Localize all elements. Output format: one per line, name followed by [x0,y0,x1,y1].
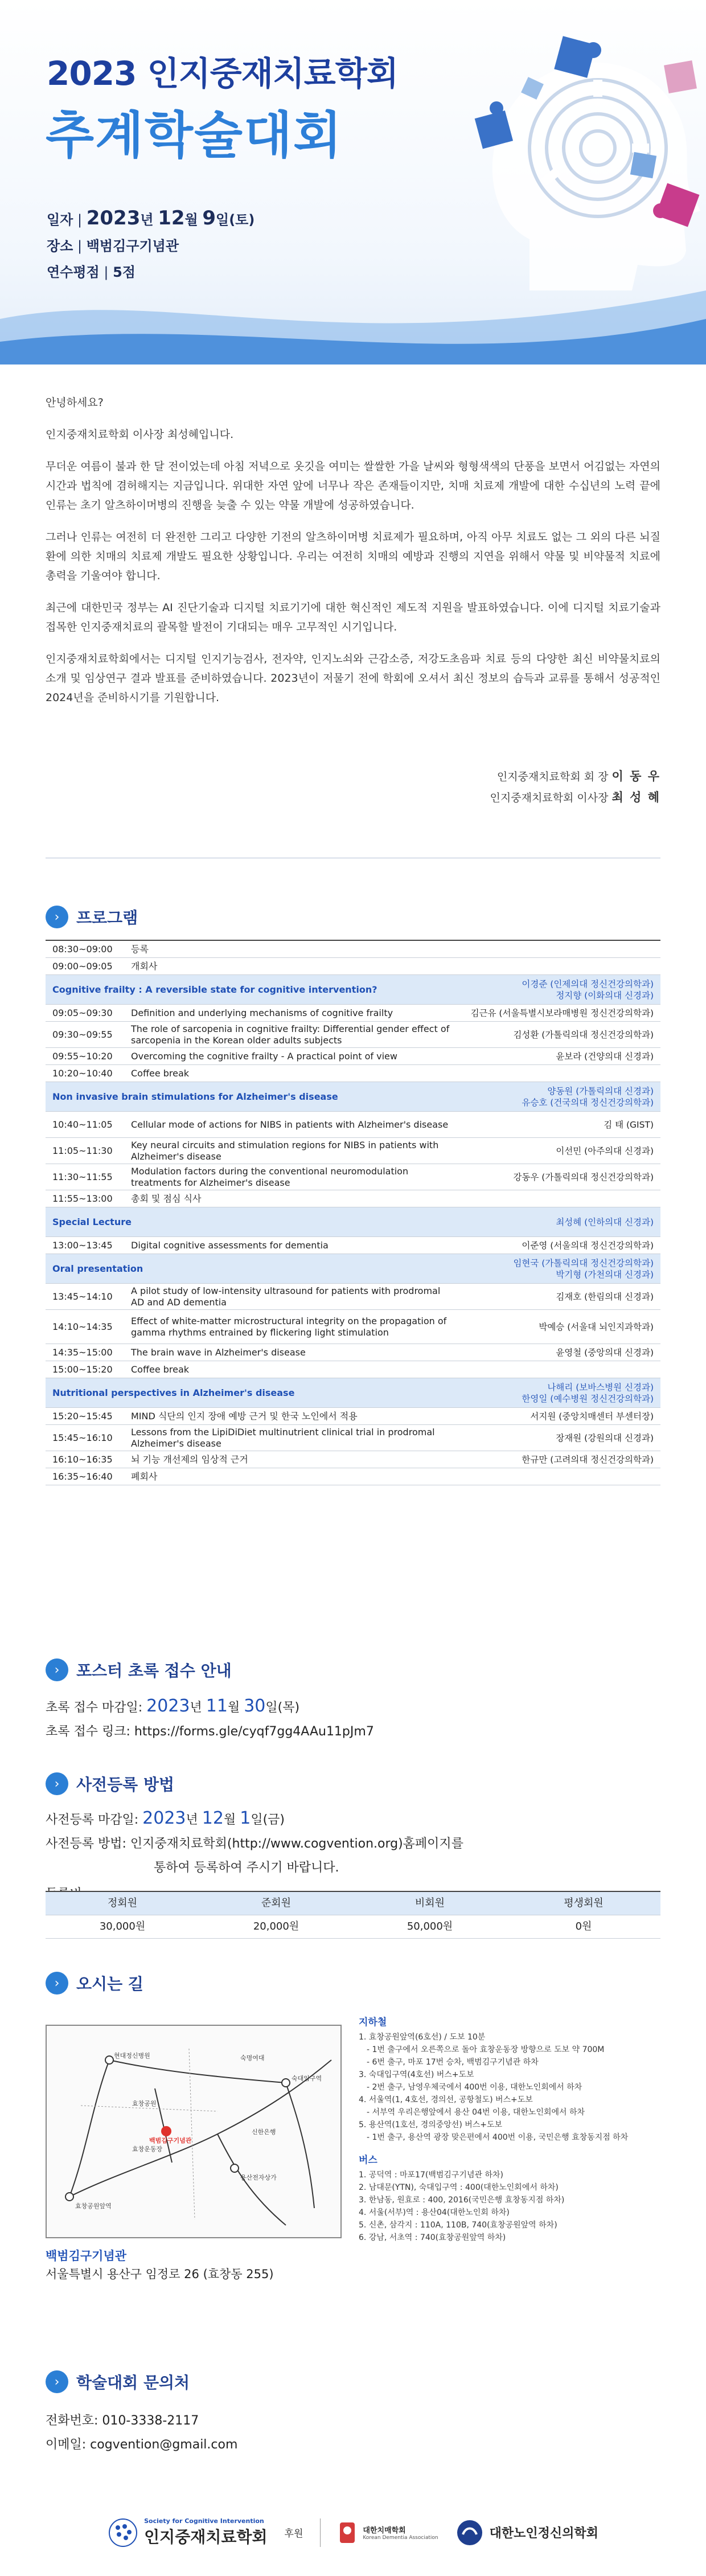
program-time: 10:20~10:40 [52,1068,113,1079]
section-title-poster: › 포스터 초록 접수 안내 [46,1657,232,1682]
bus-direction-item: 2. 남대문(YTN), 숙대입구역 : 400(대한노인회에서 하차) [359,2183,559,2192]
registration-method-cont: 통하여 등록하여 주시기 바랍니다. [154,1861,339,1875]
subway-direction-item: 1. 효창공원앞역(6호선) / 도보 10분 [359,2033,486,2042]
subway-direction-item: - 2번 출구, 남영우체국에서 400번 이용, 대한노인회에서 하차 [367,2083,582,2092]
bus-list [359,2169,666,2244]
subway-direction-item: - 서부역 우리은행앞에서 용산 04번 이용, 대한노인회에서 하차 [367,2108,585,2117]
hero-banner [0,0,706,365]
program-title: Coffee break [131,1363,190,1375]
section-title-directions: › 오시는 길 [46,1971,143,1996]
program-time: 15:45~16:10 [52,1432,113,1443]
directions-list [359,2016,666,2244]
program-speaker: 김 태 (GIST) [604,1119,654,1130]
venue-address: 서울특별시 용산구 임정로 26 (효창동 255) [46,2267,274,2281]
program-row [46,1344,660,1361]
program-title: Cognitive frailty : A reversible state for cognitive intervention? [52,984,377,995]
divider [320,2518,321,2547]
program-speaker: 양동원 (가톨릭의대 신경과) 유승호 (건국의대 정신건강의학과) [522,1086,654,1108]
program-time: 11:55~13:00 [52,1193,113,1204]
section-title-registration: › 사전등록 방법 [46,1771,174,1796]
program-row [46,1425,660,1451]
program-time: 16:10~16:35 [52,1454,113,1465]
program-speaker: 이선민 (아주의대 신경과) [556,1145,654,1156]
poster-link[interactable]: 초록 접수 링크: https://forms.gle/cyqf7gg4AAu11pJm7 [46,1725,374,1739]
program-title: Oral presentation [52,1263,143,1274]
program-session-header [46,1082,660,1112]
program-time: 10:40~11:05 [52,1119,113,1130]
bus-direction-item: 1. 공덕역 : 마포17(백범김구기념관 하차) [359,2170,503,2180]
program-row [46,1284,660,1310]
program-row [46,1065,660,1082]
program-speaker: 장재원 (강원의대 신경과) [556,1432,654,1443]
program-time: 09:05~09:30 [52,1008,113,1018]
program-speaker: 김근유 (서울특별시보라매병원 정신건강의학과) [470,1008,654,1018]
footer [0,2489,706,2576]
program-speaker: 이준영 (서울의대 정신건강의학과) [522,1240,654,1251]
fee-value-row: 30,000원 20,000원 50,000원 0원 [46,1915,660,1939]
program-row [46,1005,660,1022]
head-maze-illustration [444,23,706,308]
program-row [46,1112,660,1138]
program-row [46,1408,660,1425]
program-title: Cellular mode of actions for NIBS in patients with Alzheimer's disease [131,1119,449,1130]
bus-direction-item: 6. 강남, 서초역 : 740(효창공원앞역 하차) [359,2233,506,2242]
program-speaker: 김성환 (가톨릭의대 정신건강의학과) [513,1029,654,1040]
map-label: 효창공원앞역 [75,2202,112,2210]
program-session-header [46,1254,660,1284]
program-row [46,941,660,958]
program-time: 15:00~15:20 [52,1364,113,1375]
event-credits: 연수평점 | 5점 [47,264,136,280]
contact-info [46,2409,237,2457]
program-title: The role of sarcopenia in cognitive frailty: Differential gender effect of sarcopenia in the Korean older adults subjects [131,1023,450,1046]
program-title: 총회 및 점심 식사 [131,1193,202,1204]
program-speaker: 한규만 (고려의대 정신건강의학과) [522,1454,654,1465]
map-label-venue: 백범김구기념관 [149,2137,192,2144]
program-speaker: 서지원 (중앙치매센터 부센터장) [530,1411,654,1422]
program-row [46,1361,660,1378]
program-title: Nutritional perspectives in Alzheimer's disease [52,1387,295,1398]
society-logo: Society for Cognitive Intervention 인지중재치료학회 [108,2517,267,2548]
letter-paragraph: 안녕하세요? [46,396,104,409]
program-speaker: 임현국 (가톨릭의대 정신건강의학과) 박기형 (가천의대 신경과) [513,1258,654,1280]
event-info [47,205,255,285]
program-time: 15:20~15:45 [52,1411,113,1422]
subway-title: 지하철 [359,2017,387,2028]
chevron-right-icon: › [46,1772,68,1795]
subway-direction-item: 4. 서울역(1, 4호선, 경의선, 공항철도) 버스+도보 [359,2095,533,2104]
program-title: A pilot study of low-intensity ultrasound for patients with prodromal AD and AD dementia [131,1285,441,1308]
program-time: 09:55~10:20 [52,1051,113,1062]
subway-direction-item: - 1번 출구, 용산역 광장 맞은편에서 400번 이용, 국민은행 효창동지점 하차 [367,2133,629,2142]
bus-direction-item: 3. 한남동, 원효로 : 400, 2016(국민은행 효창동지점 하차) [359,2196,565,2205]
program-time: 14:35~15:00 [52,1347,113,1358]
map-label: 신한은행 [252,2128,276,2136]
program-row [46,1237,660,1254]
program-row [46,1468,660,1485]
map-drawing [47,2026,340,2237]
program-title: MIND 식단의 인지 장애 예방 근거 및 한국 노인에서 적용 [131,1410,358,1422]
subway-direction-item: - 1번 출구에서 오른쪽으로 돌아 효창운동장 방향으로 도보 약 700M [367,2045,605,2054]
chevron-right-icon: › [46,1658,68,1681]
contact-email[interactable]: 이메일: cogvention@gmail.com [46,2438,238,2452]
program-speaker: 윤보라 (건양의대 신경과) [556,1051,654,1062]
sponsor-label: 후원 [284,2528,303,2540]
letter-paragraph: 최근에 대한민국 정부는 AI 진단기술과 디지털 치료기기에 대한 혁신적인 제도적 지원을 발표하였습니다. 이에 디지털 치료기술과 접목한 인지중재치료의 괄목할 발전이 기대되는 매우 고무적인 시기입니다. [46,601,660,633]
program-title: Non invasive brain stimulations for Alzheimer's disease [52,1091,338,1102]
program-table [46,940,660,1485]
program-speaker: 윤영철 (중앙의대 신경과) [556,1347,654,1358]
event-title-line2: 추계학술대회 [46,106,343,165]
subway-direction-item: 5. 용산역(1호선, 경의중앙선) 버스+도보 [359,2120,503,2129]
fee-header-row: 정회원 준회원 비회원 평생회원 [46,1892,660,1915]
map-label: 현대정신병원 [114,2052,150,2059]
program-row [46,1022,660,1048]
chevron-right-icon: › [46,2370,68,2393]
program-title: Key neural circuits and stimulation regions for NIBS in patients with Alzheimer's disease [131,1139,439,1162]
venue-caption [46,2247,274,2283]
program-row [46,958,660,975]
program-row [46,1164,660,1190]
program-title: Overcoming the cognitive frailty - A practical point of view [131,1050,397,1062]
program-title: Digital cognitive assessments for dementia [131,1239,329,1251]
bus-title: 버스 [359,2155,377,2166]
sponsor-logo-kagp: 대한노인정신의학회 [455,2518,598,2547]
section-title-program: › 프로그램 [46,904,138,929]
sponsor-logo-kda: 대한치매학회 Korean Dementia Association [338,2520,438,2545]
society-logo-icon [108,2517,138,2548]
map-label: 효창공원 [132,2100,157,2107]
program-row [46,1048,660,1065]
kagp-logo-icon [455,2518,484,2547]
bus-direction-item: 5. 신촌, 삼각지 : 110A, 110B, 740(효창공원앞역 하차) [359,2221,557,2230]
poster-deadline: 초록 접수 마감일: 2023년 11월 30일(목) [46,1696,300,1716]
program-time: 08:30~09:00 [52,944,113,955]
program-speaker: 최성혜 (인하의대 신경과) [556,1217,654,1227]
event-date: 일자 | 2023년 12월 9일(토) [47,207,255,230]
chevron-right-icon: › [46,1972,68,1995]
subway-direction-item: - 6번 출구, 마포 17번 승차, 백범김구기념관 하차 [367,2058,539,2067]
program-row [46,1310,660,1344]
registration-deadline: 사전등록 마감일: 2023년 12월 1일(금) [46,1808,285,1828]
program-time: 13:00~13:45 [52,1240,113,1251]
program-title: Special Lecture [52,1216,132,1227]
program-title: 등록 [131,943,149,955]
program-speaker: 김재호 (한림의대 신경과) [556,1291,654,1302]
section-title-contact: › 학술대회 문의처 [46,2369,190,2394]
greeting-letter [46,393,660,720]
program-time: 13:45~14:10 [52,1291,113,1302]
kda-logo-icon [338,2520,357,2545]
program-title: Definition and underlying mechanisms of cognitive frailty [131,1007,393,1018]
map-label: 용산전자상가 [240,2174,277,2181]
program-time: 09:00~09:05 [52,961,113,972]
program-title: Modulation factors during the conventional neuromodulation treatments for Alzheimer's disease [131,1165,409,1188]
program-row [46,1138,660,1164]
map-label: 숙대입구역 [292,2075,322,2082]
subway-direction-item: 3. 숙대입구역(4호선) 버스+도보 [359,2070,474,2079]
letter-paragraph: 무더운 여름이 불과 한 달 전이었는데 아침 저녁으로 옷깃을 여미는 쌀쌀한 가을 날씨와 형형색색의 단풍을 보면서 어김없는 자연의 시간과 법칙에 겸허해지는 지금입니다. 위대한 자연 앞에 너무나 작은 존재들이지만, 치매 치료제 개발에 대한 수십년의 노력 끝에 인류는 초기 알츠하이머병의 진행을 늦출 수 있는 약물 개발에 성공하였습니다. [46,460,660,511]
program-time: 16:35~16:40 [52,1471,113,1482]
program-time: 09:30~09:55 [52,1029,113,1040]
program-title: 개회사 [131,960,158,972]
chevron-right-icon: › [46,906,68,928]
registration-method[interactable]: 사전등록 방법: 인지중재치료학회(http://www.cogvention.org)홈페이지를 [46,1837,463,1851]
map-label: 효창운동장 [132,2145,163,2153]
program-speaker: 이경준 (인제의대 정신건강의학과) 정지향 (이화의대 신경과) [522,978,654,1001]
event-title-line1: 2023 인지중재치료학회 [47,54,398,93]
bus-direction-item: 4. 서울(서부)역 : 용산04(대한노인회 하차) [359,2208,510,2217]
venue-name: 백범김구기념관 [46,2249,127,2263]
program-title: Lessons from the LipiDiDiet multinutrient clinical trial in prodromal Alzheimer's disease [131,1426,435,1449]
program-speaker: 강동우 (가톨릭의대 정신건강의학과) [513,1172,654,1182]
program-time: 11:30~11:55 [52,1172,113,1182]
fee-table [46,1891,660,1939]
program-speaker: 나해리 (보바스병원 신경과) 한영일 (예수병원 정신건강의학과) [522,1382,654,1404]
program-title: 뇌 기능 개선제의 임상적 근거 [131,1453,248,1465]
program-title: The brain wave in Alzheimer's disease [131,1346,306,1358]
letter-paragraph: 그러나 인류는 여전히 더 완전한 그리고 다양한 기전의 알츠하이머병 치료제가 필요하며, 아직 아무 치료도 없는 그 외의 다른 뇌질환에 의한 치매의 치료제 개발도 필요한 상황입니다. 우리는 여전히 치매의 예방과 진행의 지연을 위해서 약물 및 비약물적 치료에 총력을 기울여야 합니다. [46,531,660,582]
program-session-header [46,1378,660,1408]
contact-phone: 전화번호: 010-3338-2117 [46,2414,199,2428]
program-time: 11:05~11:30 [52,1145,113,1156]
letter-signature: 인지중재치료학회 회 장 이 동 우 인지중재치료학회 이사장 최 성 혜 [490,769,660,804]
map-label: 숙명여대 [240,2054,265,2062]
program-title: 폐회사 [131,1471,158,1482]
program-row [46,1190,660,1207]
divider [46,857,660,859]
letter-paragraph: 인지중재치료학회에서는 디지털 인지기능검사, 전자약, 인지노쇠와 근감소증, 저강도초음파 치료 등의 다양한 최신 비약물치료의 소개 및 임상연구 결과 발표를 준비하였습니다. 2023년이 저물기 전에 학회에 오셔서 최신 정보의 습득과 교류를 통해서 성공적인 2024년을 준비하시기를 기원합니다. [46,653,660,704]
letter-paragraph: 인지중재치료학회 이사장 최성혜입니다. [46,428,234,441]
subway-list [359,2031,666,2144]
program-title: Effect of white-matter microstructural integrity on the propagation of gamma rhythms entrained by flickering light stimulation [131,1315,447,1338]
location-map [46,2025,342,2238]
program-title: Coffee break [131,1067,190,1079]
poster-info [46,1694,374,1744]
event-place: 장소 | 백범김구기념관 [47,238,179,254]
program-time: 14:10~14:35 [52,1321,113,1332]
program-session-header [46,1207,660,1237]
program-row [46,1451,660,1468]
program-speaker: 박예승 (서울대 뇌인지과학과) [539,1321,654,1332]
program-session-header [46,975,660,1005]
